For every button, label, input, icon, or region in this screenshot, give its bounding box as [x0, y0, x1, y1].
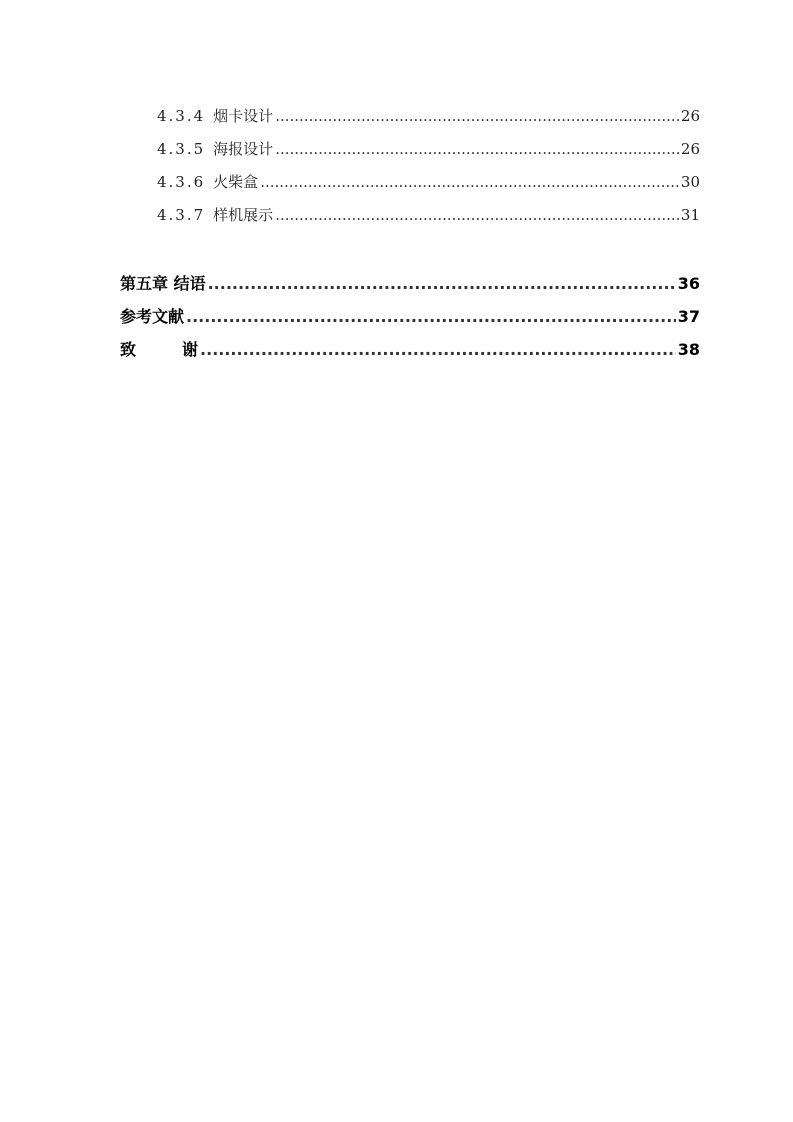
section-spacer [120, 232, 700, 267]
page-number: 37 [677, 307, 700, 326]
section-title: 样机展示 [213, 206, 274, 224]
toc-entry-4-3-7[interactable] [120, 199, 700, 232]
page-number: 26 [680, 140, 700, 158]
chapter-title-part2: 谢 [182, 340, 199, 359]
section-title: 海报设计 [213, 140, 274, 158]
dot-leader [275, 100, 679, 133]
dot-leader [208, 267, 676, 300]
dot-leader [200, 333, 676, 366]
section-title: 火柴盒 [213, 173, 259, 191]
section-number: 4.3.7 [157, 206, 206, 224]
chapter-title: 参考文献 [120, 307, 185, 326]
section-number: 4.3.6 [157, 173, 206, 191]
dot-leader [275, 133, 679, 166]
chapter-title-part1: 致 [120, 340, 137, 359]
chapter-title: 第五章 结语 [120, 274, 206, 293]
dot-leader [186, 300, 676, 333]
toc-entry-acknowledgements[interactable] [120, 333, 700, 366]
page-number: 30 [680, 173, 700, 191]
page-number: 26 [680, 107, 700, 125]
toc-entry-references[interactable] [120, 300, 700, 333]
toc-entry-chapter-5[interactable] [120, 267, 700, 300]
chapter-title [120, 333, 198, 366]
section-number: 4.3.4 [157, 107, 206, 125]
toc-entry-4-3-6[interactable] [120, 166, 700, 199]
section-number: 4.3.5 [157, 140, 206, 158]
dot-leader [260, 166, 679, 199]
page-number: 38 [677, 340, 700, 359]
table-of-contents [120, 100, 700, 366]
section-title: 烟卡设计 [213, 107, 274, 125]
toc-entry-4-3-4[interactable] [120, 100, 700, 133]
toc-entry-4-3-5[interactable] [120, 133, 700, 166]
page-number: 31 [680, 206, 700, 224]
page-number: 36 [677, 274, 700, 293]
dot-leader [275, 199, 679, 232]
